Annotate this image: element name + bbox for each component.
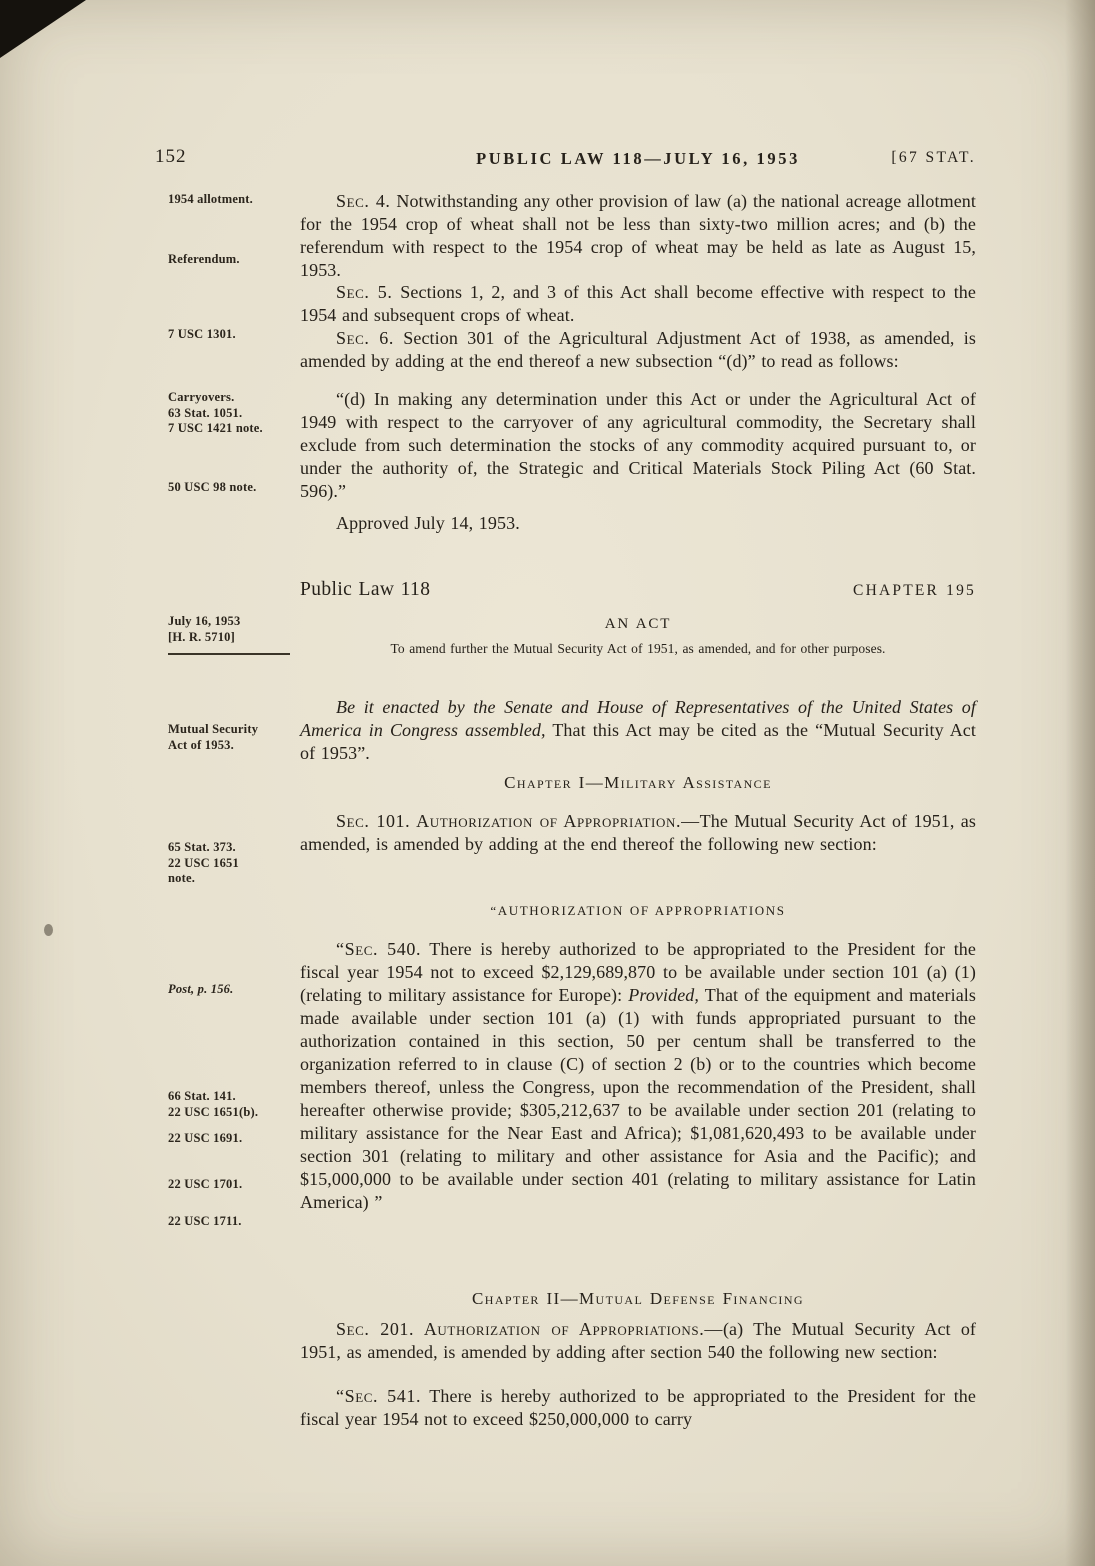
margin-note-short-title [168, 722, 296, 753]
section-number: “Sec. 540. [336, 939, 422, 959]
scan-speck-artifact [44, 924, 53, 936]
margin-note-line: 63 Stat. 1051. [168, 405, 243, 420]
margin-note-line: 22 USC 1651(b). [168, 1104, 259, 1119]
act-long-title [300, 639, 976, 658]
law-heading-row [300, 578, 976, 602]
section-catchline: Authorization of Appropriations.— [414, 1319, 723, 1339]
margin-note-1954-allotment: 1954 allotment. [168, 192, 253, 206]
margin-note-line: note. [168, 871, 196, 885]
paragraph-sec-4 [300, 190, 976, 282]
paragraph-subsection-d [300, 388, 976, 503]
margin-note-post-p-156: Post, p. 156. [168, 982, 234, 996]
margin-note-50-usc-98: 50 USC 98 note. [168, 480, 257, 494]
enacting-clause-italic: Be it enacted by the Senate and House of Representatives of the United States of America in Congress assembled, [300, 697, 976, 740]
chapter-2-heading: Chapter II—Mutual Defense Financing [472, 1289, 804, 1308]
margin-note-7-usc-1301: 7 USC 1301. [168, 327, 236, 341]
section-number: Sec. 5. [336, 282, 393, 302]
margin-note-line: Carryovers. [168, 390, 235, 404]
margin-note-line: 65 Stat. 373. [168, 840, 236, 854]
margin-note-line: Act of 1953. [168, 737, 234, 752]
margin-note-22-usc-1711: 22 USC 1711. [168, 1214, 242, 1228]
enacting-clause-roman: That this Act may be cited as the “Mutual Security Act of 1953”. [300, 720, 976, 763]
paragraph-sec-6 [300, 327, 976, 373]
section-text: There is hereby authorized to be appropriated to the President for the fiscal year 1954 not to exceed $250,000,000 to carry [300, 1386, 976, 1429]
margin-note-enactment-date [168, 614, 290, 655]
enacting-clause [300, 696, 976, 765]
public-law-number: Public Law 118 [300, 579, 431, 600]
page-number: 152 [155, 146, 187, 167]
margin-note-line: 22 USC 1651 [168, 855, 239, 870]
scan-edge-shadow [1065, 0, 1095, 1566]
margin-note-line: July 16, 1953 [168, 614, 241, 628]
section-text: Sections 1, 2, and 3 of this Act shall become effective with respect to the 1954 and subsequent crops of wheat. [300, 282, 976, 325]
proviso-italic: Provided, [628, 985, 700, 1005]
section-text: There is hereby authorized to be appropriated to the President for the fiscal year 1954 not to exceed $2,129,689,870 to be available under section 101 (a) (1) (relating to military assistance for Europe): [300, 939, 976, 1005]
act-long-title-text: To amend further the Mutual Security Act of 1951, as amended, and for other purposes. [390, 641, 886, 656]
margin-note-line: 66 Stat. 141. [168, 1089, 236, 1103]
approval-text: Approved July 14, 1953. [336, 513, 520, 533]
an-act-heading: AN ACT [604, 616, 672, 632]
section-text: That of the equipment and materials made available under section 101 (a) (1) with funds appropriated pursuant to the authorization contained in this section, 50 per centum shall be transferred to the organization referred to in clause (C) of section 2 (b) or to the countries which become members thereof, unless the Congress, upon the recommendation of the President, shall hereafter otherwise provide; $305,212,637 to be available under section 201 (relating to military assistance for the Near East and Africa); $1,081,620,493 to be available under section 301 (relating to military and other assistance for Asia and the Pacific); and $15,000,000 to be available under section 401 (relating to military assistance for Latin America) ” [300, 985, 976, 1212]
section-text: “(d) In making any determination under this Act or under the Agricultural Act of 1949 with respect to the carryover of any agricultural commodity, the Secretary shall exclude from such determination the stocks of any commodity acquired pursuant to, or under the authority of, the Strategic and Critical Materials Stock Piling Act (60 Stat. 596).” [300, 389, 976, 501]
statutes-citation: [67 STAT. [891, 149, 976, 166]
margin-note-line: [H. R. 5710] [168, 629, 235, 644]
approval-line [300, 512, 976, 535]
section-number: Sec. 101. [336, 811, 411, 831]
margin-note-referendum: Referendum. [168, 252, 240, 266]
paragraph-sec-201 [300, 1318, 976, 1364]
paragraph-sec-540 [300, 938, 976, 1214]
section-number: “Sec. 541. [336, 1386, 422, 1406]
margin-note-line: Mutual Security [168, 722, 259, 736]
margin-note-line: 7 USC 1421 note. [168, 421, 263, 435]
margin-note-65-stat-373 [168, 840, 296, 887]
margin-note-66-stat-141 [168, 1089, 296, 1120]
section-catchline: Authorization of Appropriation.— [410, 811, 700, 831]
section-text: Section 301 of the Agricultural Adjustment Act of 1938, as amended, is amended by adding at the end thereof a new subsection “(d)” to read as follows: [300, 328, 977, 371]
paragraph-sec-541 [300, 1385, 976, 1431]
scan-corner-artifact [0, 0, 86, 58]
section-number: Sec. 4. [336, 191, 391, 211]
chapter-1-heading: Chapter I—Military Assistance [504, 773, 772, 792]
chapter-number: CHAPTER 195 [853, 582, 976, 599]
authorization-subheading: “AUTHORIZATION OF APPROPRIATIONS [490, 903, 786, 918]
section-text: The Mutual Security Act of 1951, as amended, is amended by adding at the end thereof the following new section: [300, 811, 976, 854]
section-number: Sec. 6. [336, 328, 394, 348]
paragraph-sec-101 [300, 810, 976, 856]
paragraph-sec-5 [300, 281, 976, 327]
section-number: Sec. 201. [336, 1319, 415, 1339]
section-text: (a) The Mutual Security Act of 1951, as amended, is amended by adding after section 540 the following new section: [300, 1319, 977, 1362]
margin-note-22-usc-1691: 22 USC 1691. [168, 1131, 243, 1145]
margin-note-carryovers [168, 390, 296, 437]
running-header-title: PUBLIC LAW 118—JULY 16, 1953 [476, 149, 800, 168]
section-text: Notwithstanding any other provision of law (a) the national acreage allotment for the 1954 crop of wheat shall not be less than sixty-two million acres; and (b) the referendum with respect to the 1954 crop of wheat may be held as late as August 15, 1953. [300, 191, 976, 280]
margin-note-22-usc-1701: 22 USC 1701. [168, 1177, 243, 1191]
